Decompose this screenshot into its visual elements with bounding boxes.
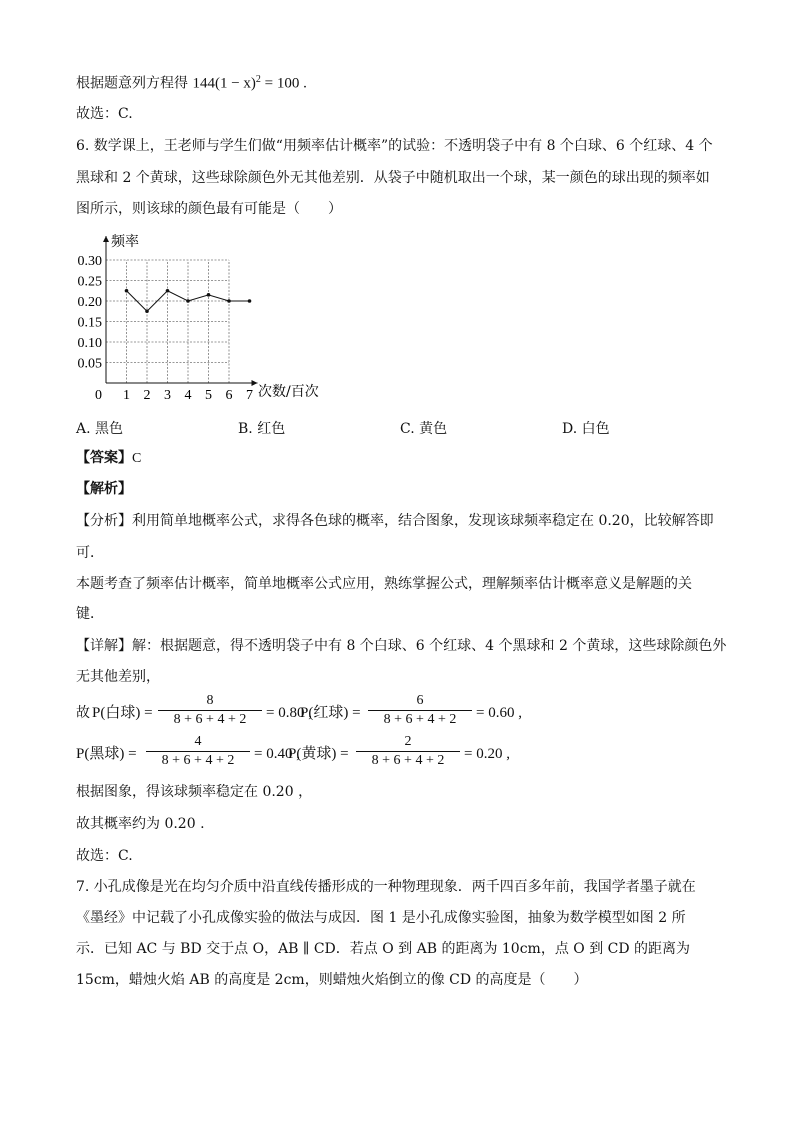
answer-line <box>76 448 141 469</box>
fraction-white-num: 8 <box>206 693 214 708</box>
equation-line <box>76 70 307 94</box>
fraction-yellow-den: 8 + 6 + 4 + 2 <box>371 753 445 768</box>
fraction-red-den: 8 + 6 + 4 + 2 <box>383 712 457 727</box>
option-a: A. 黑色 <box>76 421 124 437</box>
equation-main: 144(1 − x) <box>192 75 256 92</box>
y-tick-labels <box>78 254 103 372</box>
analysis-line-2: 可． <box>76 545 104 561</box>
p-red-label: P(红球) = <box>300 705 361 721</box>
detail-line-2: 无其他差别， <box>76 669 160 685</box>
answer-value: C <box>132 451 142 466</box>
x-tick-label: 1 <box>123 388 130 403</box>
p-white-label: P(白球) = <box>92 705 153 721</box>
data-point <box>145 309 149 313</box>
y-tick-label: 0.05 <box>77 356 102 372</box>
fraction-black <box>146 733 250 770</box>
y-tick-label: 0.20 <box>77 295 102 310</box>
fraction-red <box>368 692 472 729</box>
y-tick-label: 0.15 <box>77 315 102 331</box>
data-point <box>125 289 129 293</box>
chart-grid <box>106 260 229 383</box>
q6-line-2: 黑球和 2 个黄球，这些球除颜色外无其他差别．从袋子中随机取出一个球，某一颜色的球出现的频率如 <box>76 170 710 186</box>
x-axis-label: 次数/百次 <box>258 384 319 400</box>
fraction-white-den: 8 + 6 + 4 + 2 <box>173 712 247 727</box>
data-point <box>227 299 231 303</box>
result-red: = 0.60 , <box>476 705 522 721</box>
frequency-chart <box>66 228 336 406</box>
p-yellow-label: P(黄球) = <box>288 746 349 762</box>
option-c: C. 黄色 <box>400 421 448 437</box>
x-tick-label: 4 <box>184 388 192 403</box>
choice-line: 故选：C. <box>76 106 133 122</box>
x-tick-label: 6 <box>225 388 233 403</box>
fraction-red-num: 6 <box>416 693 424 708</box>
q6-choice: 故选：C. <box>76 848 133 864</box>
graph-conclusion: 根据图象，得该球频率稳定在 0.20 ， <box>76 784 313 800</box>
x-tick-labels <box>95 388 253 403</box>
x-axis-arrow <box>252 380 258 386</box>
fraction-black-den: 8 + 6 + 4 + 2 <box>161 753 235 768</box>
q6-line-1: 6. 数学课上，王老师与学生们做“用频率估计概率”的试验：不透明袋子中有 8 个白球、6 个红球、4 个 <box>76 138 713 154</box>
result-black: = 0.40 , <box>254 746 300 762</box>
y-axis-label: 频率 <box>111 234 139 250</box>
analysis-line-1: 【分析】利用简单地概率公式，求得各色球的概率，结合图象，发现该球频率稳定在 0.20，比较解答即 <box>76 513 714 529</box>
q7-line-1: 7. 小孔成像是光在均匀介质中沿直线传播形成的一种物理现象．两千四百多年前，我国学者墨子就在 <box>76 879 696 895</box>
fraction-yellow-num: 2 <box>404 734 412 749</box>
y-tick-label: 0.10 <box>77 336 102 351</box>
q7-line-4: 15cm，蜡烛火焰 AB 的高度是 2cm，则蜡烛火焰倒立的像 CD 的高度是（ ） <box>76 972 588 988</box>
q6-line-3: 图所示，则该球的颜色最有可能是（ ） <box>76 201 342 217</box>
equation-prefix: 根据题意列方程得 <box>76 75 188 92</box>
q7-line-3: 示．已知 AC 与 BD 交于点 O，AB ∥ CD．若点 O 到 AB 的距离为 10cm，点 O 到 CD 的距离为 <box>76 941 691 957</box>
data-point <box>207 293 211 297</box>
y-tick-label: 0.25 <box>77 274 102 290</box>
comment-line-1: 本题考查了频率估计概率，简单地概率公式应用，熟练掌握公式，理解频率估计概率意义是解题的关 <box>76 576 692 592</box>
x-tick-label: 2 <box>143 388 151 403</box>
x-tick-label: 0 <box>95 388 102 403</box>
comment-line-2: 键． <box>76 606 104 622</box>
data-point <box>166 289 170 293</box>
calc-lead: 故 <box>76 705 90 721</box>
fraction-black-num: 4 <box>194 734 202 749</box>
data-point <box>186 299 190 303</box>
x-tick-label: 5 <box>205 388 212 403</box>
answer-tag: 【答案】 <box>76 450 132 466</box>
q7-line-2: 《墨经》中记载了小孔成像实验的做法与成因．图 1 是小孔成像实验图，抽象为数学模型如图 2 所 <box>76 910 686 926</box>
result-yellow: = 0.20 , <box>464 746 510 762</box>
x-tick-label: 3 <box>164 388 171 403</box>
p-black-label: P(黑球) = <box>76 746 137 762</box>
fraction-white <box>158 692 262 729</box>
x-tick-label: 7 <box>246 388 253 403</box>
result-white: = 0.80 , <box>266 705 312 721</box>
option-d: D. 白色 <box>562 421 610 437</box>
fraction-yellow <box>356 733 460 770</box>
option-b: B. 红色 <box>238 421 286 437</box>
y-axis-arrow <box>103 236 109 242</box>
y-tick-label: 0.30 <box>77 254 102 269</box>
probability-conclusion: 故其概率约为 0.20 . <box>76 816 205 832</box>
data-point <box>248 299 252 303</box>
equation-exponent: 2 <box>255 74 261 85</box>
detail-line-1: 【详解】解：根据题意，得不透明袋子中有 8 个白球、6 个红球、4 个黑球和 2 个黄球，这些球除颜色外 <box>76 638 727 654</box>
equation-rhs: = 100 . <box>260 75 307 92</box>
analysis-tag: 【解析】 <box>76 481 132 497</box>
